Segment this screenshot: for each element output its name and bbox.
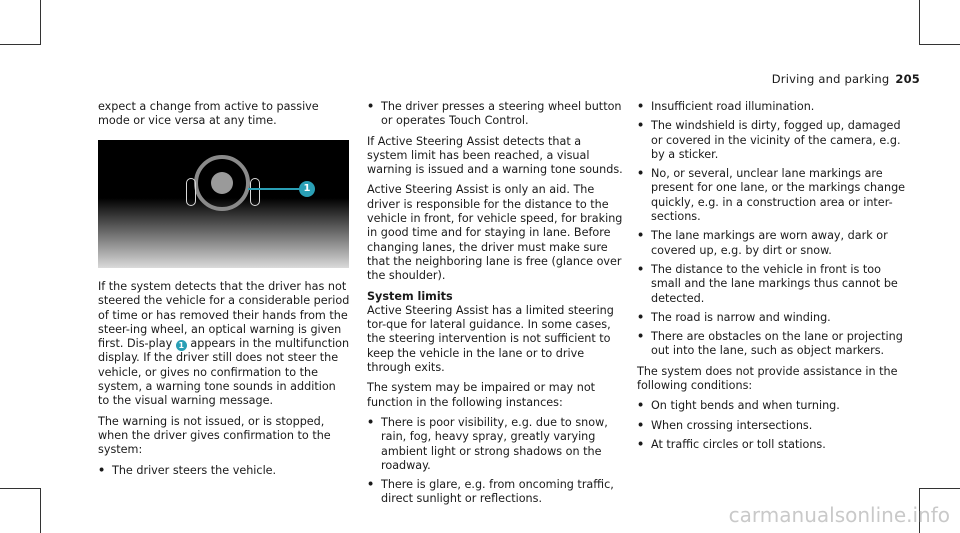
list-item: • The driver presses a steering wheel button or operates Touch Control.: [367, 100, 625, 129]
list-item: • There are obstacles on the lane or projecting out into the lane, such as object markers.: [637, 330, 909, 359]
list-item: • On tight bends and when turning.: [637, 399, 909, 413]
column-2: [367, 100, 625, 513]
left-hand-icon: [186, 178, 196, 206]
list-item: • There is glare, e.g. from oncoming traffic, direct sunlight or reflections.: [367, 478, 625, 507]
paragraph: If Active Steering Assist detects that a system limit has been reached, a visual warning is issued and a warning tone sounds.: [367, 134, 623, 177]
page-number: 205: [895, 72, 920, 86]
section-title: Driving and parking: [771, 72, 890, 86]
crop-mark: [919, 488, 960, 489]
watermark: carmanualsonline.info: [728, 503, 950, 527]
crop-mark: [40, 488, 41, 533]
list-item: • The driver steers the vehicle.: [98, 464, 350, 478]
callout-badge: 1: [176, 340, 187, 351]
list-item: • When crossing intersections.: [637, 419, 909, 433]
callout-line: [248, 188, 300, 190]
steering-wheel-illustration: [98, 140, 349, 268]
section-heading: System limits: [367, 289, 453, 303]
list-item: • At traffic circles or toll stations.: [637, 438, 909, 452]
bullet-list: [367, 416, 625, 507]
column-1-lower: [98, 280, 350, 484]
steering-hub-icon: [211, 172, 233, 194]
list-item: • No, or several, unclear lane markings are present for one lane, or the markings change quickly, e.g. in a construction area or inter-sections.: [637, 167, 909, 224]
paragraph: The system may be impaired or may not function in the following instances:: [367, 381, 596, 409]
column-3: [637, 100, 909, 458]
bullet-list: [367, 100, 625, 129]
list-item: • There is poor visibility, e.g. due to snow, rain, fog, heavy spray, greatly varying ambient light or strong shadows on the roadway.: [367, 416, 625, 473]
right-hand-icon: [250, 178, 260, 206]
bullet-list: [98, 464, 350, 478]
paragraph: The system does not provide assistance in the following conditions:: [637, 364, 898, 393]
list-item: • The windshield is dirty, fogged up, damaged or covered in the vicinity of the camera, e.g. by a sticker.: [637, 119, 909, 162]
list-item: • The distance to the vehicle in front is too small and the lane markings thus cannot be detected.: [637, 263, 909, 306]
callout-badge: 1: [299, 181, 315, 197]
crop-mark: [919, 44, 960, 45]
paragraph: The warning is not issued, or is stopped, when the driver gives confirmation to the system:: [98, 414, 331, 457]
list-item: • The road is narrow and winding.: [637, 311, 909, 325]
paragraph: expect a change from active to passive mode or vice versa at any time.: [98, 100, 319, 128]
column-1: [98, 100, 350, 135]
crop-mark: [0, 488, 41, 489]
bullet-list: [637, 399, 909, 452]
paragraph: [98, 280, 350, 409]
paragraph: Active Steering Assist is only an aid. The driver is responsible for the distance to the vehicle in front, for vehicle speed, for braking in good time and for staying in lane. Before changing lanes, the driver must make sure that the neighboring lane is free (glance over the shoulder).: [367, 183, 623, 283]
crop-mark: [0, 44, 41, 45]
list-item: • Insufficient road illumination.: [637, 100, 909, 114]
paragraph: Active Steering Assist has a limited steering tor-que for lateral guidance. In some cases, the steering intervention is not sufficient to keep the vehicle in the lane or to drive through exits.: [367, 303, 614, 375]
crop-mark: [40, 0, 41, 45]
list-item: • The lane markings are worn away, dark or covered up, e.g. by dirt or snow.: [637, 229, 909, 258]
paragraph-text: If the system detects that the driver has not steered the vehicle for a considerable period of time or has removed their hands from the steer-ing wheel, an optical warning is given first. Dis-play: [98, 280, 350, 351]
paragraph-text: appears in the multifunction display. If the driver still does not steer the vehicle, or gives no confirmation to the system, a warning tone sounds in addition to the visual warning message.: [98, 337, 350, 408]
bullet-list: [637, 100, 909, 359]
crop-mark: [919, 0, 920, 45]
page-header: [772, 72, 920, 86]
